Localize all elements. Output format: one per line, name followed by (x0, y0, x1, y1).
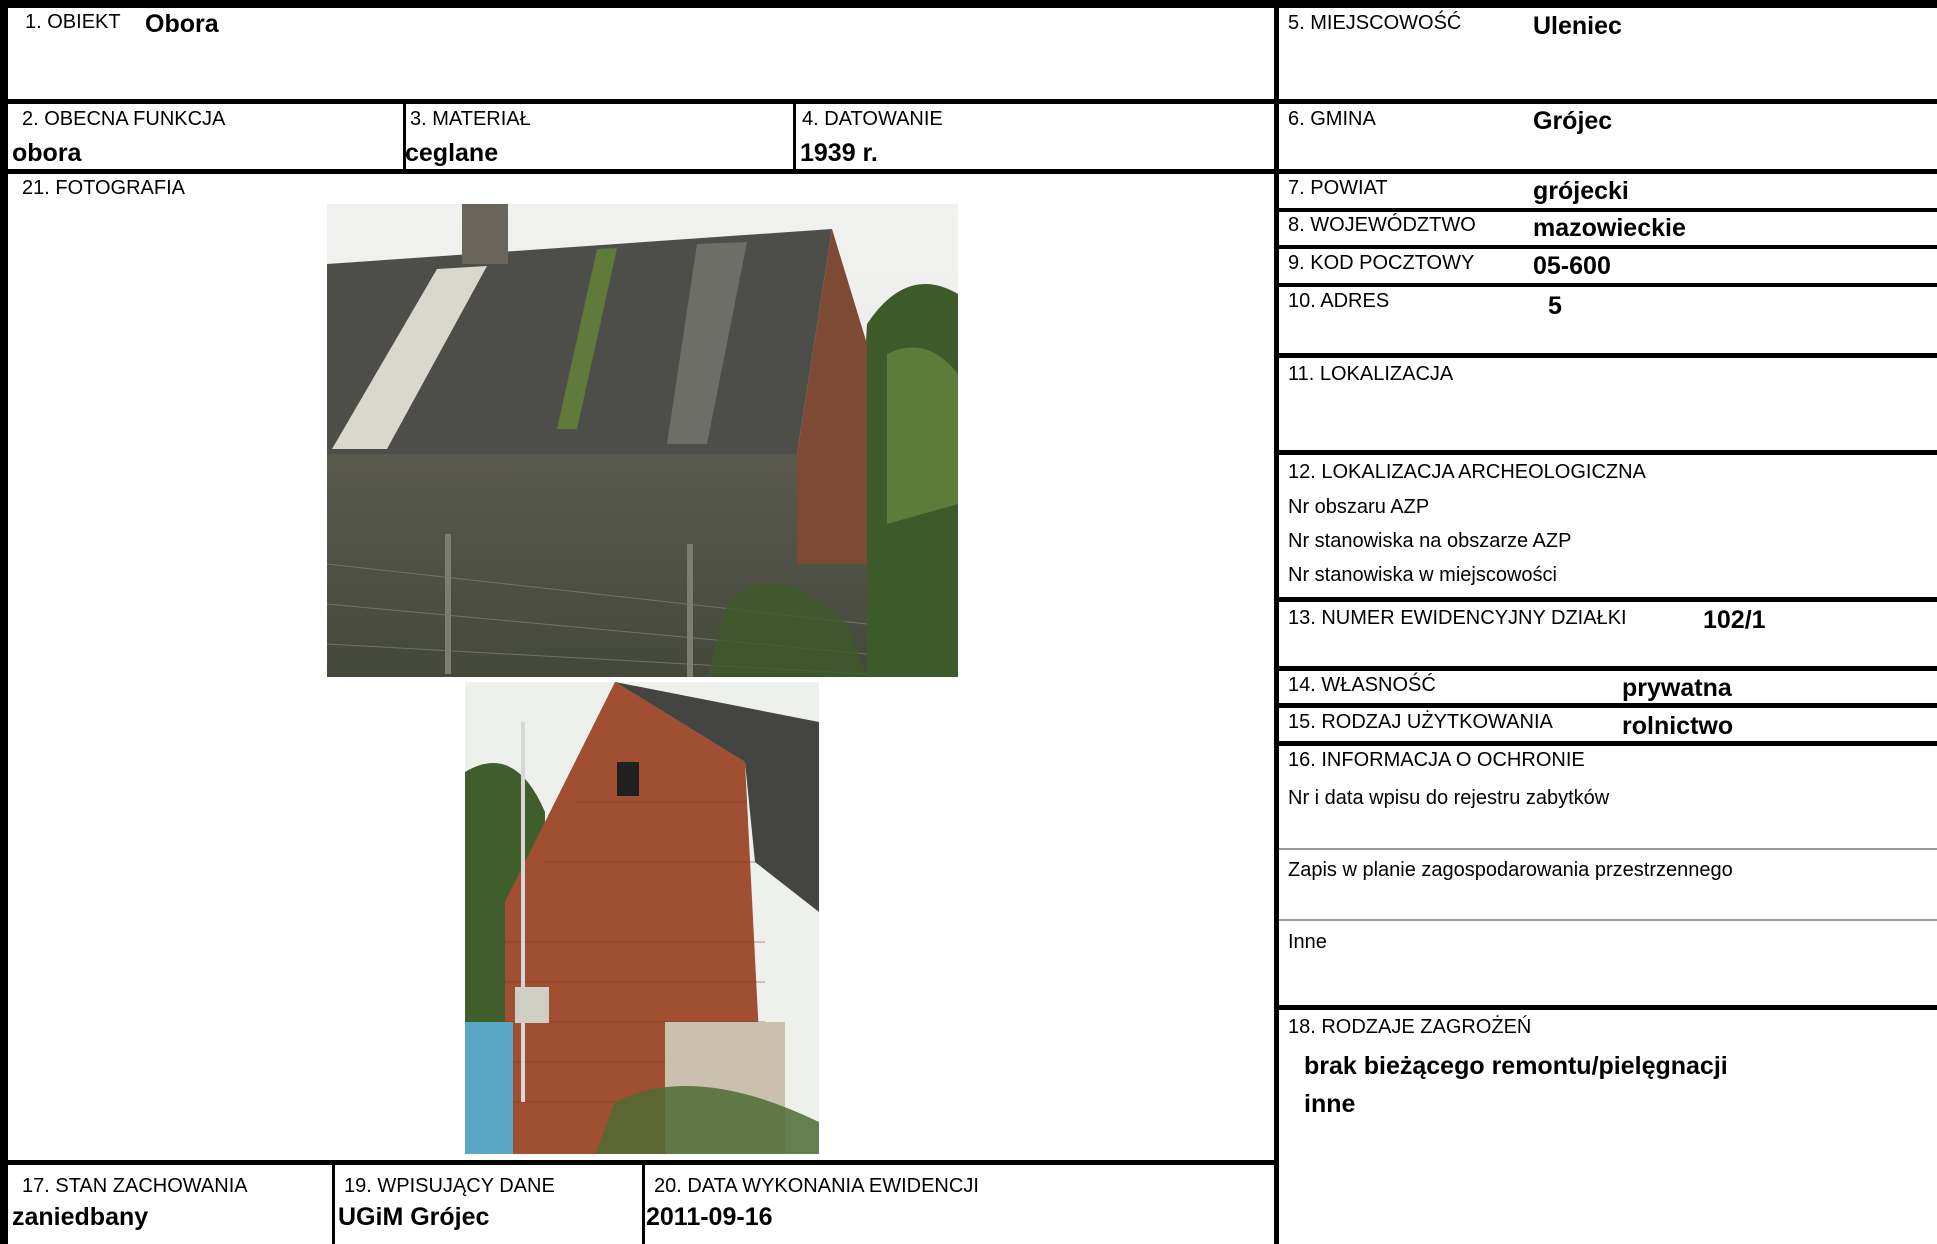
powiat-value: grójecki (1533, 177, 1629, 205)
zagrozenia-value-1: brak bieżącego remontu/pielęgnacji (1304, 1052, 1728, 1080)
stan-label: 17. STAN ZACHOWANIA (22, 1175, 248, 1197)
wlasnosc-value: prywatna (1622, 674, 1732, 702)
rule-right-2 (1279, 169, 1937, 174)
wpisujacy-label: 19. WPISUJĄCY DANE (344, 1175, 555, 1197)
datowanie-label: 4. DATOWANIE (802, 108, 943, 130)
kod-value: 05-600 (1533, 252, 1611, 280)
stan-value: zaniedbany (12, 1203, 149, 1231)
divider-material-datowanie (793, 104, 796, 169)
rule-left-1 (0, 99, 1279, 104)
rule-right-4 (1279, 245, 1937, 249)
rule-right-5 (1279, 283, 1937, 287)
dzialka-value: 102/1 (1703, 606, 1766, 634)
column-divider (1274, 0, 1279, 1244)
uzytkowanie-value: rolnictwo (1622, 712, 1734, 740)
barn-side-photo (327, 204, 958, 677)
lokalizacja-label: 11. LOKALIZACJA (1288, 363, 1454, 385)
left-border (0, 0, 8, 1244)
rule-right-1 (1279, 99, 1937, 104)
ochrona-line-3: Inne (1288, 931, 1327, 953)
miejscowosc-label: 5. MIEJSCOWOŚĆ (1288, 12, 1462, 34)
data-value: 2011-09-16 (646, 1203, 773, 1231)
rule-right-12 (1279, 1005, 1937, 1010)
material-value: ceglane (405, 139, 499, 167)
top-border (0, 0, 1937, 8)
gmina-label: 6. GMINA (1288, 108, 1376, 130)
adres-value: 5 (1548, 292, 1562, 320)
fotografia-label: 21. FOTOGRAFIA (22, 177, 185, 199)
archeo-label: 12. LOKALIZACJA ARCHEOLOGICZNA (1288, 461, 1646, 483)
rule-right-3 (1279, 208, 1937, 212)
datowanie-value: 1939 r. (800, 139, 878, 167)
zagrozenia-value-2: inne (1304, 1090, 1356, 1118)
obiekt-label: 1. OBIEKT (25, 11, 121, 33)
ochrona-label: 16. INFORMACJA O OCHRONIE (1288, 749, 1585, 771)
adres-label: 10. ADRES (1288, 290, 1390, 312)
obiekt-value: Obora (145, 10, 219, 38)
rule-right-8 (1279, 597, 1937, 602)
divider-stan-wpisujacy (332, 1165, 335, 1244)
data-label: 20. DATA WYKONANIA EWIDENCJI (654, 1175, 979, 1197)
rule-left-2 (0, 169, 1279, 174)
powiat-label: 7. POWIAT (1288, 177, 1388, 199)
divider-wpisujacy-data (642, 1165, 645, 1244)
brick-gable-photo (465, 682, 819, 1154)
funkcja-label: 2. OBECNA FUNKCJA (22, 108, 226, 130)
wojewodztwo-value: mazowieckie (1533, 214, 1686, 242)
wlasnosc-label: 14. WŁASNOŚĆ (1288, 674, 1436, 696)
rule-right-6 (1279, 353, 1937, 358)
ochrona-line-1: Nr i data wpisu do rejestru zabytków (1288, 787, 1610, 809)
uzytkowanie-label: 15. RODZAJ UŻYTKOWANIA (1288, 711, 1553, 733)
rule-right-10 (1279, 703, 1937, 708)
wojewodztwo-label: 8. WOJEWÓDZTWO (1288, 214, 1476, 236)
rule-left-3 (0, 1160, 1279, 1165)
rule-right-9 (1279, 666, 1937, 671)
zagrozenia-label: 18. RODZAJE ZAGROŻEŃ (1288, 1016, 1532, 1038)
thin-rule-1 (1279, 848, 1937, 850)
kod-label: 9. KOD POCZTOWY (1288, 252, 1475, 274)
rule-right-11 (1279, 741, 1937, 746)
gmina-value: Grójec (1533, 107, 1613, 135)
thin-rule-2 (1279, 919, 1937, 921)
rule-right-7 (1279, 450, 1937, 455)
funkcja-value: obora (12, 139, 82, 167)
archeo-line-3: Nr stanowiska w miejscowości (1288, 564, 1557, 586)
wpisujacy-value: UGiM Grójec (338, 1203, 490, 1231)
miejscowosc-value: Uleniec (1533, 12, 1622, 40)
archeo-line-1: Nr obszaru AZP (1288, 496, 1430, 518)
archeo-line-2: Nr stanowiska na obszarze AZP (1288, 530, 1572, 552)
ochrona-line-2: Zapis w planie zagospodarowania przestrzennego (1288, 859, 1733, 881)
material-label: 3. MATERIAŁ (410, 108, 531, 130)
dzialka-label: 13. NUMER EWIDENCYJNY DZIAŁKI (1288, 607, 1627, 629)
